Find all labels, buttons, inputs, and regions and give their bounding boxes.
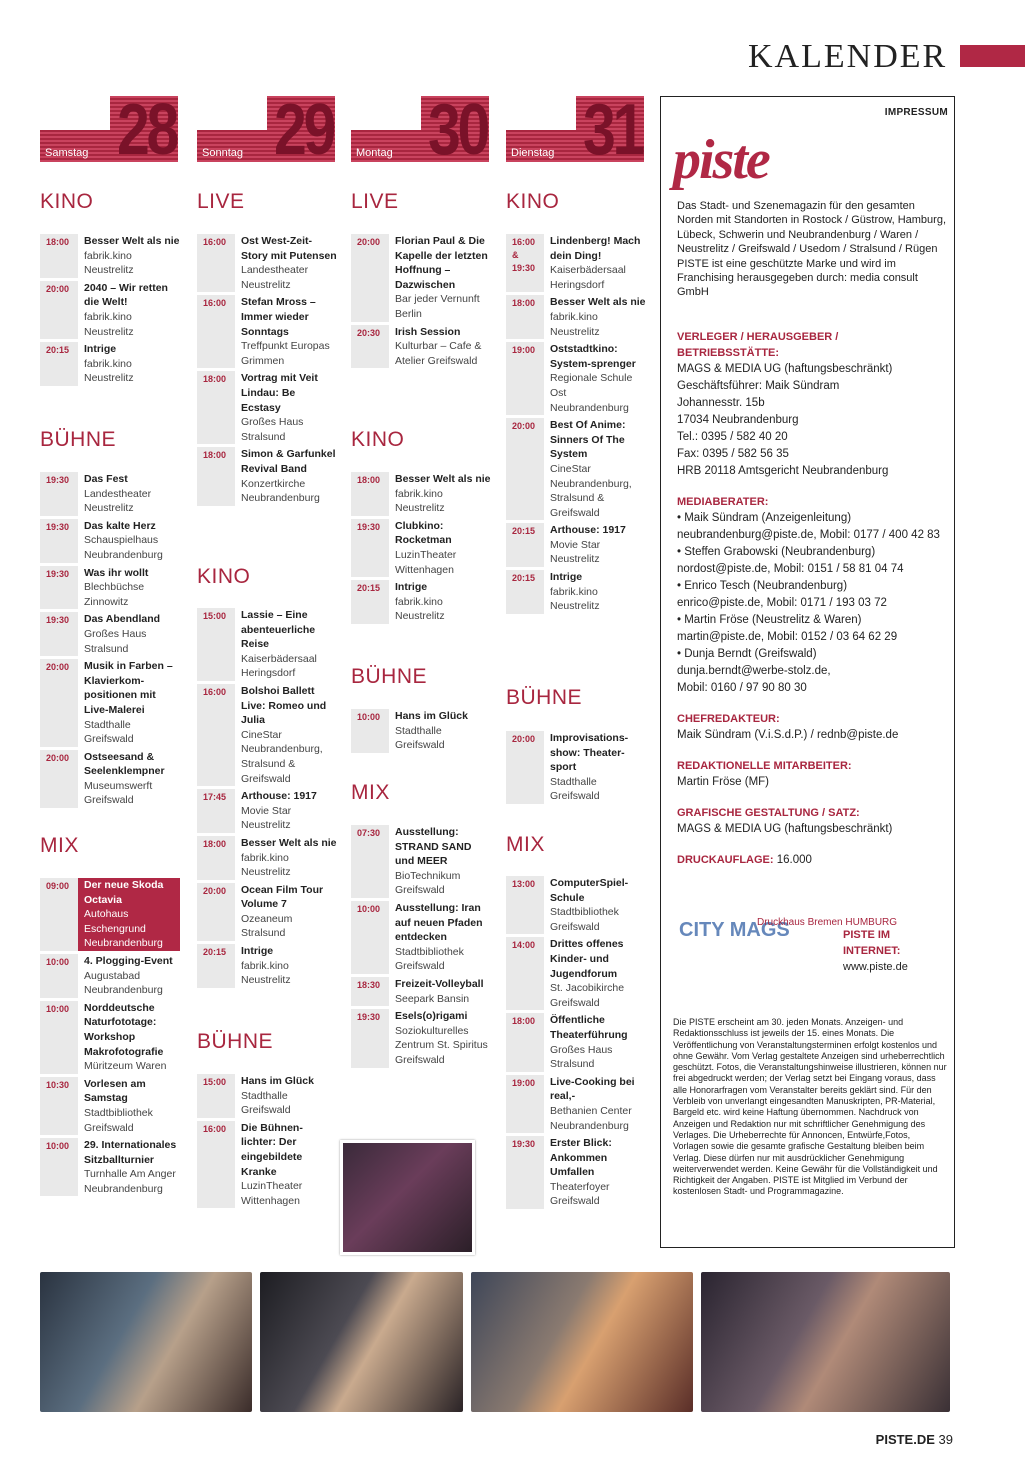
event-item — [40, 612, 180, 656]
event-item — [40, 342, 180, 386]
event-title: Drittes offenes Kinder- und Jugendforum — [550, 938, 624, 980]
event-venue: fabrik.kino Neustrelitz — [395, 595, 445, 623]
impressum-line: • Maik Sündram (Anzeigenleitung) — [677, 512, 852, 524]
event-title: Das Fest — [84, 473, 128, 485]
section-kino: KINO — [197, 565, 251, 588]
event-title: Die Bühnen-lichter: Der eingebildete Kranke — [241, 1121, 303, 1178]
event-venue: LuzinTheater Wittenhagen — [395, 548, 457, 576]
impressum-line: martin@piste.de, Mobil: 0152 / 03 64 62 29 — [677, 631, 898, 643]
event-title: Intrige — [395, 581, 428, 594]
page-title: KALENDER — [748, 38, 948, 75]
impressum-line: • Enrico Tesch (Neubrandenburg) — [677, 580, 848, 592]
event-title: Ostseesand & Seelenklempner — [84, 750, 165, 778]
section-live: LIVE — [351, 190, 399, 213]
event-venue: Ozeaneum Stralsund — [241, 912, 293, 940]
event-title: Norddeutsche Naturfototage: Workshop Makrofotografie — [84, 1001, 164, 1058]
section-buehne: BÜHNE — [351, 665, 428, 688]
event-time: 14:00 — [506, 937, 544, 1010]
event-title: 4. Plogging-Event — [84, 954, 173, 967]
grafik-text: MAGS & MEDIA UG (haftungsbeschränkt) — [677, 823, 893, 835]
event-item — [506, 1013, 646, 1071]
event-title: Intrige — [84, 343, 117, 356]
event-time: 19:30 — [40, 472, 78, 516]
event-title: Live-Cooking bei real,- — [550, 1075, 635, 1103]
event-venue: Landestheater Neustrelitz — [241, 264, 309, 291]
event-item — [506, 937, 646, 1010]
event-venue: fabrik.kino Neustrelitz — [241, 959, 291, 987]
event-item — [197, 883, 337, 941]
event-time: 09:00 — [40, 878, 78, 951]
impressum-line: 17034 Neubrandenburg — [677, 414, 799, 426]
event-time: 19:30 — [506, 1136, 544, 1209]
event-venue: Kaiserbädersaal Heringsdorf — [550, 264, 626, 291]
event-time: 10:00 — [351, 901, 389, 974]
event-time: 20:00 — [351, 234, 389, 322]
event-time: 18:00 — [351, 472, 389, 516]
event-item — [351, 977, 491, 1006]
event-time: 19:30 — [351, 1009, 389, 1067]
logo-wordmark: piste — [673, 129, 769, 191]
event-title: Bolshoi Ballett Live: Romeo und Julia — [241, 684, 327, 727]
event-photo — [340, 1140, 475, 1255]
title-accent-bar — [960, 45, 1025, 67]
event-item — [506, 342, 646, 415]
event-time: 10:00 — [40, 1138, 78, 1196]
event-list — [351, 709, 491, 756]
event-time: 15:00 — [197, 1074, 235, 1118]
event-item — [351, 325, 491, 369]
impressum-line: • Steffen Grabowski (Neubrandenburg) — [677, 546, 876, 558]
event-list — [40, 878, 180, 1199]
photo-strip — [40, 1272, 950, 1412]
event-list — [506, 876, 646, 1212]
druckauflage — [677, 852, 949, 869]
event-time: 18:00 — [506, 295, 544, 339]
party-photo-3 — [471, 1272, 693, 1412]
event-venue: Konzertkirche Neubrandenburg — [241, 477, 320, 505]
event-venue: Turnhalle Am Anger Neubrandenburg — [84, 1168, 176, 1195]
impressum-body — [677, 329, 949, 869]
event-title: Das Abendland — [84, 613, 161, 626]
event-list — [197, 234, 337, 509]
event-venue: fabrik.kino Neustrelitz — [241, 851, 291, 879]
party-photo-1 — [40, 1272, 252, 1412]
druckauflage-value: 16.000 — [776, 854, 812, 866]
redaktion-heading: REDAKTIONELLE MITARBEITER: — [677, 760, 852, 772]
event-venue: Movie Star Neustrelitz — [241, 804, 292, 832]
event-venue: Kaiserbädersaal Heringsdorf — [241, 652, 317, 680]
event-time: 18:00 — [197, 836, 235, 880]
event-list — [506, 234, 646, 617]
event-time: 18:00 — [506, 1013, 544, 1071]
event-venue: Kulturbar – Cafe & Atelier Greifswald — [395, 340, 482, 367]
event-title: 29. Internationales Sitzballturnier — [84, 1139, 177, 1166]
event-time: 15:00 — [197, 608, 235, 681]
event-venue: Bethanien Center Neubrandenburg — [550, 1104, 632, 1132]
event-title: Der neue Skoda Octavia — [84, 879, 164, 906]
event-item — [351, 709, 491, 753]
event-time: 20:00 — [40, 750, 78, 808]
grafik-heading: GRAFISCHE GESTALTUNG / SATZ: — [677, 807, 860, 819]
event-title: Best Of Anime: Sinners Of The System — [550, 419, 626, 461]
event-list — [40, 234, 180, 389]
event-venue: LuzinTheater Wittenhagen — [241, 1180, 303, 1207]
event-time: 19:00 — [506, 1075, 544, 1133]
impressum-line: dunja.berndt@werbe-stolz.de, — [677, 665, 831, 677]
event-item — [197, 1074, 337, 1118]
date-header — [351, 96, 489, 162]
event-time: 10:00 — [40, 954, 78, 998]
chefredakteur-text: Maik Sündram (V.i.S.d.P.) / rednb@piste.de — [677, 729, 899, 741]
event-item — [40, 1001, 180, 1074]
date-number: 28 — [116, 96, 176, 162]
event-list — [351, 472, 491, 627]
verleger-details — [677, 361, 949, 480]
impressum-line: nordost@piste.de, Mobil: 0151 / 58 81 04 74 — [677, 563, 904, 575]
event-item — [351, 234, 491, 322]
event-time: 19:00 — [506, 342, 544, 415]
event-time: 13:00 — [506, 876, 544, 934]
event-venue: Schauspielhaus Neubrandenburg — [84, 534, 163, 561]
event-time: 20:15 — [506, 523, 544, 567]
event-item — [40, 1138, 180, 1196]
event-venue: Stadtbibliothek Greifswald — [550, 906, 619, 933]
event-time: 10:30 — [40, 1077, 78, 1135]
impressum-legal-text: Die PISTE erscheint am 30. jeden Monats. Anzeigen- und Redaktionsschluss ist jeweils der 15. eines Monats. Die Veröffentlichung von Veranstaltungsterminen erfolgt kostenlos und ohne Gewähr. Vom Verlag gestaltete Anzeigen sind urheberrechtlich geschützt. Fotos, die Veranstaltungshinweise illustrieren, können nur frei abgedruckt werden; der Verlag setzt bei Eingang voraus, dass alle Honorarfragen vom Veranstalter bereits geklärt sind. Für den Verbleib von unverlangt eingesandten Manuskripten, PR-Material, Bargeld etc. wird keine Haftung übernommen. Nachdruck von Anzeigen und Redaktion nur mit schriftlicher Genehmigung des Verlages. Die Urheberrechte für Annoncen, Entwürfe,Fotos, Vorlagen sowie die gesamte grafische Gestaltung bleiben beim Verlag. Diese dürfen nur mit ausdrücklicher Genehmigung weiterverwendet werden. Keine Gewähr für die Vollständigkeit und Richtigkeit der Angaben. PISTE ist Mitglied im Verbund der kostenlosen Stadt- und Programmagazine. — [673, 1017, 947, 1197]
event-title: Florian Paul & Die Kapelle der letzten Hoffnung – Dazwischen — [395, 235, 488, 291]
event-list — [40, 472, 180, 811]
event-venue: Theaterfoyer Greifswald — [550, 1180, 610, 1208]
event-item — [197, 608, 337, 681]
event-title: Intrige — [550, 571, 583, 584]
event-venue: fabrik.kino Neustrelitz — [550, 310, 600, 338]
footer-site: PISTE.DE — [875, 1432, 935, 1447]
event-title: Simon & Garfunkel Revival Band — [241, 448, 336, 475]
section-kino: KINO — [506, 190, 560, 213]
event-item — [351, 825, 491, 898]
day-column-31 — [506, 96, 646, 162]
event-item — [40, 519, 180, 563]
chefredakteur-heading: CHEFREDAKTEUR: — [677, 713, 780, 725]
event-list — [351, 825, 491, 1071]
event-time: 07:30 — [351, 825, 389, 898]
event-time: 20:00 — [40, 659, 78, 747]
event-list — [197, 608, 337, 991]
event-venue: fabrik.kino Neustrelitz — [84, 310, 134, 338]
event-item — [40, 234, 180, 278]
event-title: Besser Welt als nie — [241, 836, 337, 849]
event-time: 16:00 & 19:30 — [506, 234, 544, 292]
event-time: 20:15 — [351, 580, 389, 624]
event-list — [197, 1074, 337, 1211]
internet-heading: PISTE IM INTERNET: — [843, 929, 901, 957]
event-venue: CineStar Neubrandenburg, Stralsund & Greifswald — [241, 728, 323, 785]
event-title: Arthouse: 1917 — [550, 524, 626, 537]
event-item — [506, 876, 646, 934]
event-list — [506, 731, 646, 807]
event-title: Oststadtkino: System-sprenger — [550, 343, 636, 370]
event-time: 20:00 — [506, 731, 544, 804]
weekday-label: Samstag — [45, 147, 89, 159]
event-title: Besser Welt als nie — [550, 296, 646, 309]
party-photo-4 — [701, 1272, 950, 1412]
event-item — [351, 472, 491, 516]
weekday-label: Montag — [356, 147, 393, 159]
event-title: Esels(o)rigami — [395, 1010, 468, 1023]
event-venue: Museumswerft Greifswald — [84, 779, 153, 807]
event-item — [197, 836, 337, 880]
event-title: Besser Welt als nie — [84, 235, 180, 247]
event-title: 2040 – Wir retten die Welt! — [84, 281, 168, 309]
weekday-label: Sonntag — [202, 147, 243, 159]
day-column-28 — [40, 96, 180, 162]
event-venue: CineStar Neubrandenburg, Stralsund & Greifswald — [550, 462, 632, 519]
druckhaus-logo: Druckhaus Bremen HUMBURG — [757, 917, 898, 928]
event-item — [351, 519, 491, 577]
citymags-logo: CITY MAGS — [679, 919, 790, 941]
impressum-heading: IMPRESSUM — [884, 107, 948, 118]
redaktion-text: Martin Fröse (MF) — [677, 776, 769, 788]
event-item — [40, 750, 180, 808]
event-title: Intrige — [241, 945, 274, 958]
event-title: ComputerSpiel-Schule — [550, 877, 629, 904]
event-time: 18:00 — [197, 371, 235, 444]
event-title: Besser Welt als nie — [395, 473, 491, 485]
event-item — [40, 281, 180, 339]
event-item — [197, 944, 337, 988]
section-kino: KINO — [351, 428, 405, 451]
event-title: Ausstellung: STRAND SAND und MEER — [395, 826, 472, 868]
event-title: Lindenberg! Mach dein Ding! — [550, 235, 641, 262]
druckauflage-heading: DRUCKAUFLAGE: — [677, 854, 774, 866]
event-item — [40, 659, 180, 747]
event-item — [197, 789, 337, 833]
event-item — [351, 901, 491, 974]
event-title: Improvisations-show: Theater-sport — [550, 732, 629, 774]
event-item — [40, 472, 180, 516]
event-item — [40, 1077, 180, 1135]
event-item — [506, 234, 646, 292]
event-title: Clubkino: Rocketman — [395, 519, 452, 547]
mediaberater-heading: MEDIABERATER: — [677, 496, 769, 508]
event-title: Freizeit-Volleyball — [395, 977, 484, 990]
event-venue: Landestheater Neustrelitz — [84, 487, 152, 515]
event-time: 17:45 — [197, 789, 235, 833]
impressum-line: Fax: 0395 / 582 56 35 — [677, 448, 789, 460]
event-list — [351, 234, 491, 371]
event-venue: Müritzeum Waren — [84, 1060, 167, 1073]
event-venue: Seepark Bansin — [395, 992, 470, 1005]
impressum-line: MAGS & MEDIA UG (haftungsbeschränkt) — [677, 363, 893, 375]
section-mix: MIX — [351, 781, 390, 804]
impressum-line: • Martin Fröse (Neustrelitz & Waren) — [677, 614, 862, 626]
date-header — [197, 96, 335, 162]
event-title: Das kalte Herz — [84, 519, 156, 532]
internet-info — [843, 927, 933, 975]
impressum-box — [660, 96, 955, 1248]
weekday-label: Dienstag — [511, 147, 555, 159]
event-venue: Stadthalle Greifswald — [395, 724, 445, 752]
section-buehne: BÜHNE — [40, 428, 117, 451]
event-time: 10:00 — [40, 1001, 78, 1074]
event-venue: Großes Haus Stralsund — [241, 416, 304, 443]
impressum-line: Mobil: 0160 / 97 90 80 30 — [677, 682, 807, 694]
event-venue: Stadthalle Greifswald — [84, 718, 134, 746]
impressum-line: neubrandenburg@piste.de, Mobil: 0177 / 400 42 83 — [677, 529, 940, 541]
section-buehne: BÜHNE — [506, 686, 583, 709]
event-title: Ausstellung: Iran auf neuen Pfaden entdecken — [395, 901, 483, 944]
event-title: Lassie – Eine abenteuerliche Reise — [241, 609, 316, 651]
event-item — [197, 371, 337, 444]
event-time: 18:30 — [351, 977, 389, 1006]
event-venue: Augustabad Neubrandenburg — [84, 969, 163, 997]
event-item — [197, 295, 337, 368]
event-time: 19:30 — [351, 519, 389, 577]
page-number: 39 — [938, 1432, 953, 1447]
event-title: Erster Blick: Ankommen Umfallen — [550, 1137, 612, 1179]
event-title: Öffentliche Theaterführung — [550, 1014, 628, 1041]
event-venue: St. Jacobikirche Greifswald — [550, 982, 625, 1009]
event-item — [351, 580, 491, 624]
section-live: LIVE — [197, 190, 245, 213]
event-title: Arthouse: 1917 — [241, 790, 317, 803]
date-header — [40, 96, 178, 162]
event-venue: Bar jeder Vernunft Berlin — [395, 293, 480, 320]
event-item — [197, 234, 337, 292]
impressum-intro: Das Stadt- und Szenemagazin für den gesamten Norden mit Standorten in Rostock / Güstrow, Hamburg, Lübeck, Schwerin und Neubrandenburg / Waren / Neustrelitz / Greifswald / Usedom / Stralsund / Rügen PISTE ist eine geschützte Marke und wird im Franchising herausgegeben durch: media consult GmbH — [677, 200, 947, 299]
event-venue: Autohaus Eschengrund Neubrandenburg — [84, 908, 163, 950]
impressum-line: Geschäftsführer: Maik Sündram — [677, 380, 840, 392]
event-item — [197, 1121, 337, 1209]
event-time: 16:00 — [197, 234, 235, 292]
event-venue: Großes Haus Stralsund — [550, 1043, 613, 1071]
event-item — [506, 1075, 646, 1133]
impressum-line: Johannesstr. 15b — [677, 397, 765, 409]
event-title: Was ihr wollt — [84, 566, 149, 579]
event-venue: Treffpunkt Europas Grimmen — [241, 340, 330, 367]
event-time: 20:15 — [40, 342, 78, 386]
event-time: 16:00 — [197, 1121, 235, 1209]
event-time: 16:00 — [197, 295, 235, 368]
event-item — [506, 731, 646, 804]
internet-url: www.piste.de — [843, 961, 908, 973]
event-item — [40, 954, 180, 998]
event-venue: Stadthalle Greifswald — [241, 1089, 291, 1117]
event-venue: Stadthalle Greifswald — [550, 775, 600, 803]
event-time: 20:00 — [506, 418, 544, 520]
piste-logo — [673, 129, 933, 191]
event-venue: fabrik.kino Neustrelitz — [84, 249, 134, 277]
event-title: Irish Session — [395, 325, 461, 338]
impressum-line: enrico@piste.de, Mobil: 0171 / 193 03 72 — [677, 597, 887, 609]
event-title: Ocean Film Tour Volume 7 — [241, 883, 324, 911]
event-time: 10:00 — [351, 709, 389, 753]
section-mix: MIX — [40, 834, 79, 857]
section-kino: KINO — [40, 190, 94, 213]
day-column-30 — [351, 96, 491, 162]
party-photo-2 — [260, 1272, 463, 1412]
date-number: 29 — [273, 96, 333, 162]
date-number: 30 — [427, 96, 487, 162]
event-time: 20:00 — [197, 883, 235, 941]
event-time: 20:15 — [197, 944, 235, 988]
event-item — [197, 684, 337, 786]
event-title: Hans im Glück — [395, 710, 468, 722]
event-venue: fabrik.kino Neustrelitz — [84, 357, 134, 385]
event-time: 19:30 — [40, 519, 78, 563]
event-time: 19:30 — [40, 566, 78, 610]
event-venue: Blechbüchse Zinnowitz — [84, 581, 145, 608]
verleger-heading: VERLEGER / HERAUSGEBER / BETRIEBSSTÄTTE: — [677, 331, 839, 359]
event-item — [506, 1136, 646, 1209]
event-venue: BioTechnikum Greifswald — [395, 869, 461, 897]
event-item — [506, 570, 646, 614]
event-venue: fabrik.kino Neustrelitz — [550, 585, 600, 613]
event-title: Hans im Glück — [241, 1075, 314, 1087]
event-venue: Großes Haus Stralsund — [84, 627, 147, 655]
event-item — [40, 566, 180, 610]
event-item — [197, 447, 337, 505]
event-time: 19:30 — [40, 612, 78, 656]
event-time: 16:00 — [197, 684, 235, 786]
mediaberater-details — [677, 510, 949, 697]
impressum-line: • Dunja Berndt (Greifswald) — [677, 648, 817, 660]
section-mix: MIX — [506, 833, 545, 856]
event-venue: Soziokulturelles Zentrum St. Spiritus Greifswald — [395, 1024, 488, 1066]
event-title: Musik in Farben – Klavierkom-positionen mit Live-Malerei — [84, 660, 173, 716]
event-venue: fabrik.kino Neustrelitz — [395, 487, 445, 515]
event-title: Vorlesen am Samstag — [84, 1077, 146, 1105]
partner-logos — [679, 915, 949, 973]
event-venue: Movie Star Neustrelitz — [550, 538, 601, 566]
event-venue: Regionale Schule Ost Neubrandenburg — [550, 372, 633, 414]
event-time: 20:30 — [351, 325, 389, 369]
event-time: 18:00 — [197, 447, 235, 505]
date-number: 31 — [582, 96, 642, 162]
date-header — [506, 96, 644, 162]
event-item — [40, 878, 180, 951]
impressum-line: HRB 20118 Amtsgericht Neubrandenburg — [677, 465, 889, 477]
event-item — [506, 295, 646, 339]
event-item — [506, 418, 646, 520]
event-time: 20:00 — [40, 281, 78, 339]
impressum-line: Tel.: 0395 / 582 40 20 — [677, 431, 788, 443]
event-title: Stefan Mross – Immer wieder Sonntags — [241, 296, 316, 338]
event-item — [351, 1009, 491, 1067]
event-title: Ost West-Zeit-Story mit Putensen — [241, 235, 337, 262]
event-item — [506, 523, 646, 567]
event-time: 18:00 — [40, 234, 78, 278]
day-column-29 — [197, 96, 337, 162]
event-venue: Stadtbibliothek Greifswald — [395, 945, 464, 973]
event-title: Vortrag mit Veit Lindau: Be Ecstasy — [241, 372, 318, 414]
page-footer — [876, 1432, 953, 1447]
section-buehne: BÜHNE — [197, 1030, 274, 1053]
event-venue: Stadtbibliothek Greifswald — [84, 1106, 153, 1134]
event-time: 20:15 — [506, 570, 544, 614]
